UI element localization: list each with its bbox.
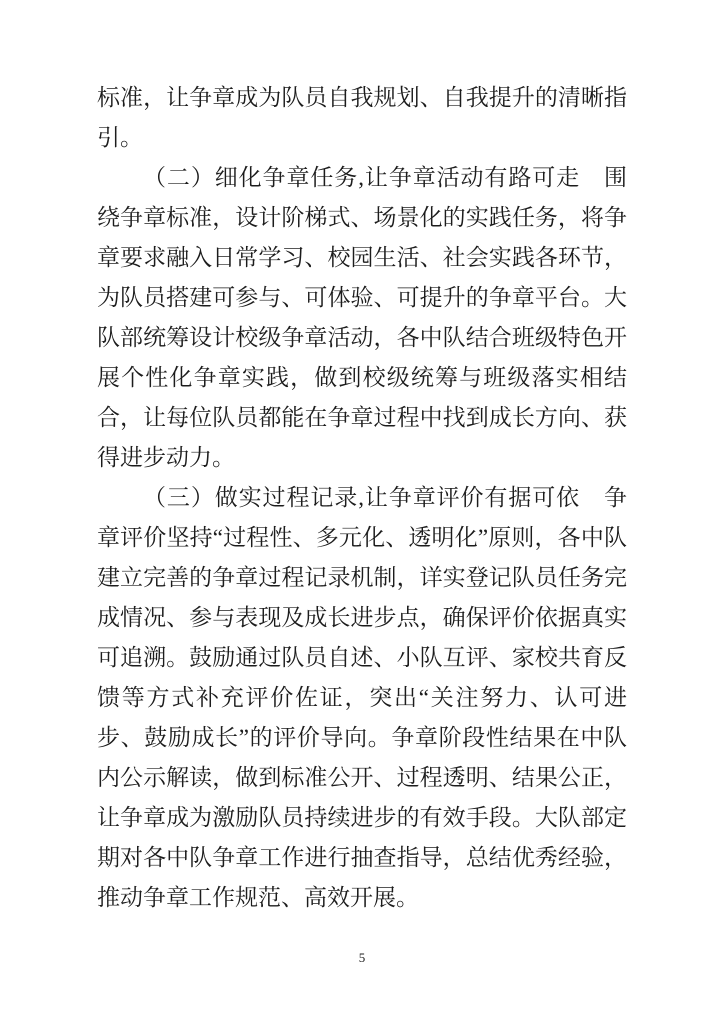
paragraph-section-two: （二）细化争章任务,让争章活动有路可走 围绕争章标准，设计阶梯式、场景化的实践任务，将争章要求融入日常学习、校园生活、社会实践各环节，为队员搭建可参与、可体验、可提升的争章平台。大队部统筹设计校级争章活动，各中队结合班级特色开展个性化争章实践，做到校级统筹与班级落实相结合，让每位队员都能在争章过程中找到成长方向、获得进步动力。 <box>97 165 627 470</box>
paragraph-section-three: （三）做实过程记录,让争章评价有据可依 争章评价坚持“过程性、多元化、透明化”原则，各中队建立完善的争章过程记录机制，详实登记队员任务完成情况、参与表现及成长进步点，确保评价依据真实可追溯。鼓励通过队员自述、小队互评、家校共育反馈等方式补充评价佐证，突出“关注努力、认可进步、鼓励成长”的评价导向。争章阶段性结果在中队内公示解读，做到标准公开、过程透明、结果公正，让争章成为激励队员持续进步的有效手段。大队部定期对各中队争章工作进行抽查指导，总结优秀经验，推动争章工作规范、高效开展。 <box>97 485 627 910</box>
page-number: 5 <box>358 950 366 965</box>
paragraph-continuation: 标准，让争章成为队员自我规划、自我提升的清晰指引。 <box>97 85 627 150</box>
document-body <box>97 78 627 918</box>
